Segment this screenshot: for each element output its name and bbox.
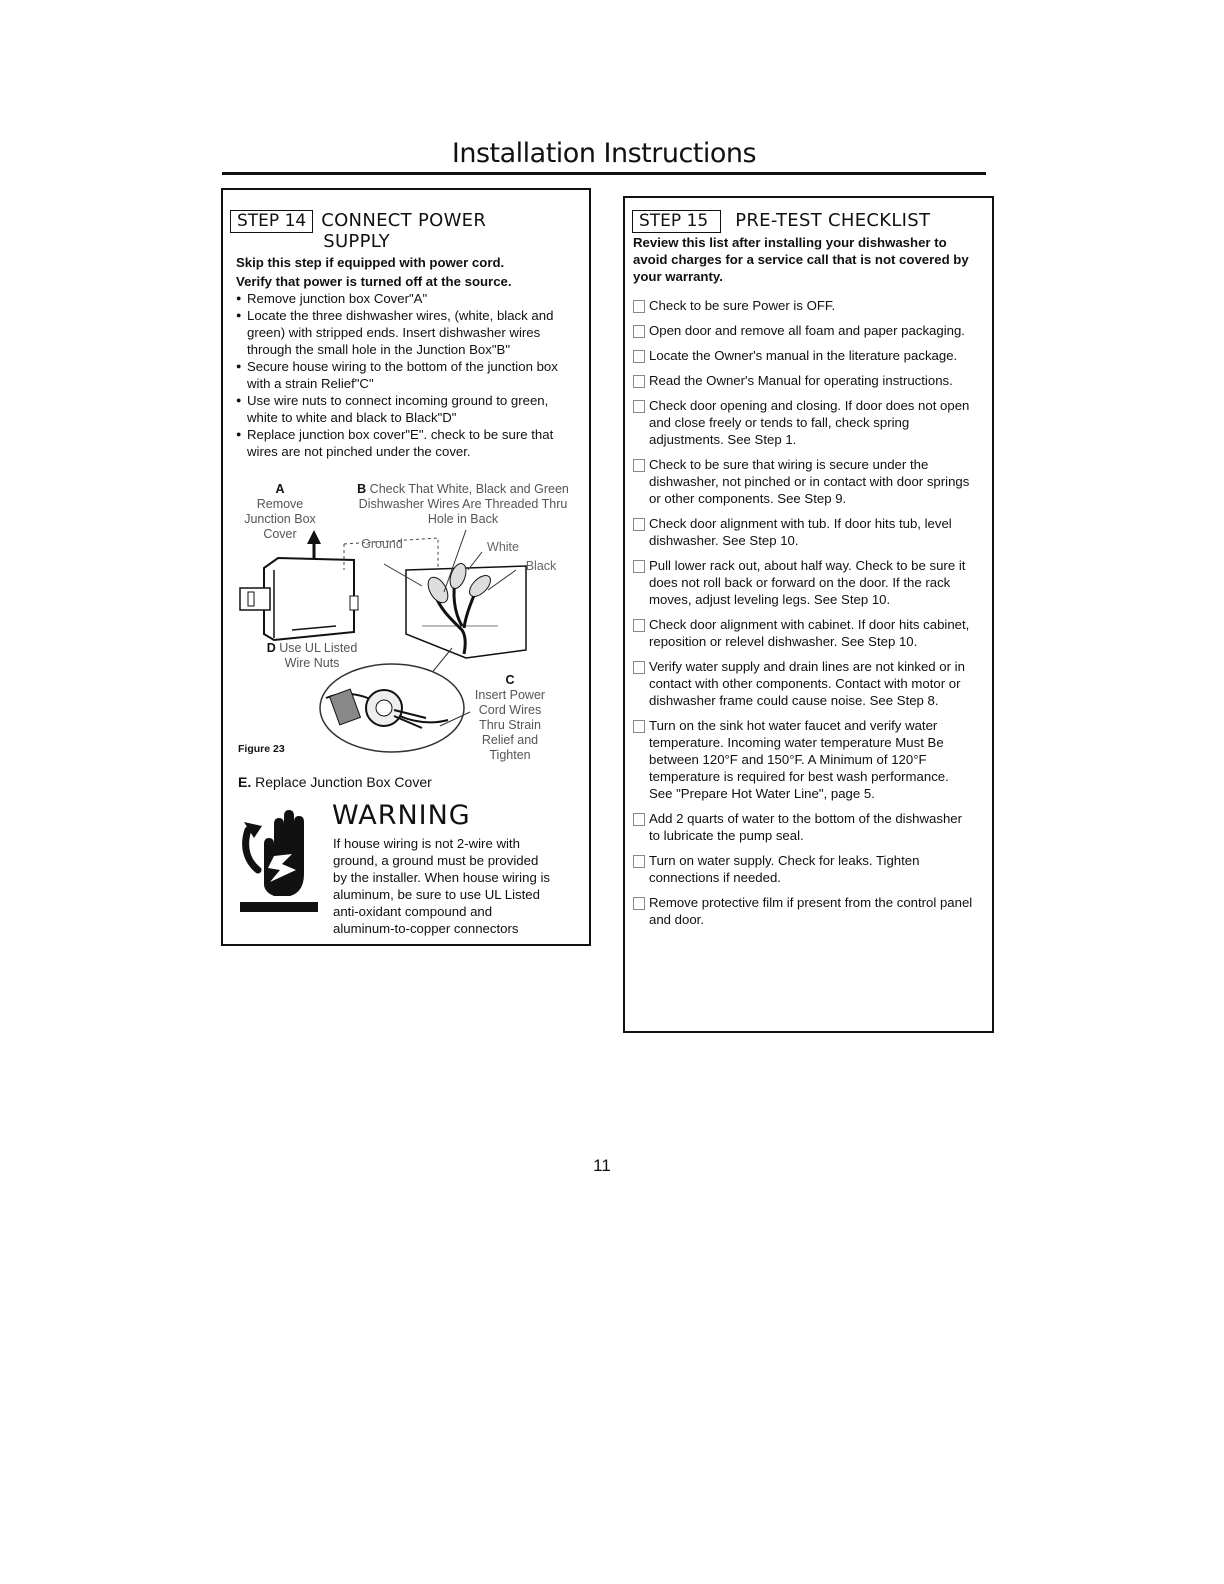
junction-box-cover [264,558,354,640]
cover-screw [350,596,358,610]
checkbox [633,661,645,674]
figure-label-d [262,641,362,671]
checkbox [633,400,645,413]
page-number: 11 [593,1156,611,1175]
electrical-shock-warning-icon [240,804,318,912]
checkbox [633,855,645,868]
figure-letter-a: A [275,482,285,496]
step14-heading [230,210,486,252]
step14-bullet: ● Secure house wiring to the bottom of the junction box with a strain Relief"C" [236,358,578,392]
step15-heading [632,210,930,233]
checklist-item [633,894,975,928]
header-rule [222,172,986,175]
step14-instructions [236,290,578,460]
wire-arc [246,830,258,870]
checkbox [633,325,645,338]
checklist-item-text: Check door alignment with cabinet. If door hits cabinet, reposition or relevel dishwasher. See Step 10. [649,617,970,649]
step14-title-line2: SUPPLY [323,231,390,252]
pretest-checklist [633,297,975,936]
checklist-item [633,852,975,886]
step14-title-line1: CONNECT POWER [321,210,487,231]
figure-label-c [470,673,550,763]
checklist-item-text: Verify water supply and drain lines are not kinked or in contact with other components. Contact with motor or dishwasher frame could cause noise. See Step 8. [649,659,965,708]
checklist-item-text: Turn on water supply. Check for leaks. Tighten connections if needed. [649,853,920,885]
figure-caption: Figure 23 [238,743,285,755]
figure-letter-b: B [357,482,367,496]
checklist-item [633,515,975,549]
page-title: Installation Instructions [451,138,757,169]
checklist-item [633,397,975,448]
arrow-head [307,530,321,544]
cover-tab [240,588,270,610]
checklist-item [633,810,975,844]
checklist-item-text: Open door and remove all foam and paper packaging. [649,323,965,338]
step14-replace-cover [238,774,538,791]
checkbox [633,619,645,632]
checklist-item [633,557,975,608]
checklist-item-text: Check to be sure that wiring is secure under the dishwasher, not pinched or in contact with door springs or other components. See Step 9. [649,457,970,506]
checkbox [633,560,645,573]
checkbox [633,813,645,826]
checkbox [633,300,645,313]
warning-text: If house wiring is not 2-wire with ground, a ground must be provided by the installer. When house wiring is aluminum, be sure to use UL Listed anti-oxidant compound and aluminum-to-copper connectors [333,836,550,936]
warning-bar [240,902,318,912]
step15-tag: STEP 15 [632,210,721,233]
step14-note-power-off: Verify that power is turned off at the source. [236,274,512,289]
checklist-item [633,322,975,339]
checklist-item-text: Check door opening and closing. If door does not open and close freely or tends to fall, check spring adjustments. See Step 1. [649,398,970,447]
step14-title [321,210,486,252]
checklist-item [633,297,975,314]
checklist-item-text: Add 2 quarts of water to the bottom of the dishwasher to lubricate the pump seal. [649,811,963,843]
figure-text-b: Check That White, Black and Green Dishwasher Wires Are Threaded Thru Hole in Back [358,482,569,526]
checklist-item-text: Check to be sure Power is OFF. [649,298,836,313]
checklist-item [633,717,975,802]
checklist-item [633,658,975,709]
checklist-item-text: Remove protective film if present from the control panel and door. [649,895,973,927]
strain-relief-hole [376,700,392,716]
checkbox [633,518,645,531]
checklist-item-text: Locate the Owner's manual in the literature package. [649,348,958,363]
step15-title: PRE-TEST CHECKLIST [735,210,931,231]
checkbox [633,720,645,733]
checkbox [633,459,645,472]
step14-note-power-cord: Skip this step if equipped with power cord. [236,255,505,270]
step14-bullet: ● Locate the three dishwasher wires, (white, black and green) with stripped ends. Insert dishwasher wires through the small hole in the Junction Box"B" [236,307,578,358]
figure-label-white: White [487,540,519,554]
checklist-item-text: Pull lower rack out, about half way. Check to be sure it does not roll back or forward on the door. If the rack moves, adjust leveling legs. See Step 10. [649,558,966,607]
checklist-item [633,616,975,650]
figure-letter-c: C [505,673,515,687]
checklist-item [633,347,975,364]
step14-tag: STEP 14 [230,210,313,233]
figure-letter-e: E. [238,774,252,790]
figure-text-c: Insert Power Cord Wires Thru Strain Relief and Tighten [474,688,546,762]
checklist-item-text: Read the Owner's Manual for operating instructions. [649,373,953,388]
checkbox [633,350,645,363]
figure-label-ground: Ground [361,537,403,551]
figure-label-b [354,482,572,527]
figure-letter-d: D [266,641,276,655]
figure-text-d: Use UL Listed Wire Nuts [279,641,358,670]
checklist-item [633,456,975,507]
step15-intro: Review this list after installing your dishwasher to avoid charges for a service call that is not covered by your warranty. [633,235,969,284]
figure-text-a: Remove Junction Box Cover [244,497,316,541]
checklist-item [633,372,975,389]
figure-label-black: Black [525,559,557,573]
step14-bullet: ● Remove junction box Cover"A" [236,290,578,307]
checklist-item-text: Check door alignment with tub. If door hits tub, level dishwasher. See Step 10. [649,516,952,548]
step14-bullet: ● Use wire nuts to connect incoming ground to green, white to white and black to Black"D" [236,392,578,426]
warning-title: WARNING [332,800,471,831]
cover-tab-slot [248,592,254,606]
step14-bullet: ● Replace junction box cover"E". check to be sure that wires are not pinched under the cover. [236,426,578,460]
figure-text-e: Replace Junction Box Cover [255,774,432,790]
checklist-item-text: Turn on the sink hot water faucet and verify water temperature. Incoming water temperature Must Be between 120°F and 150°F. A Minimum of 120°F temperature is required for best wash performance. See "Prepare Hot Water Line", page 5. [649,718,949,801]
hand-shape [264,810,304,896]
checkbox [633,897,645,910]
checkbox [633,375,645,388]
